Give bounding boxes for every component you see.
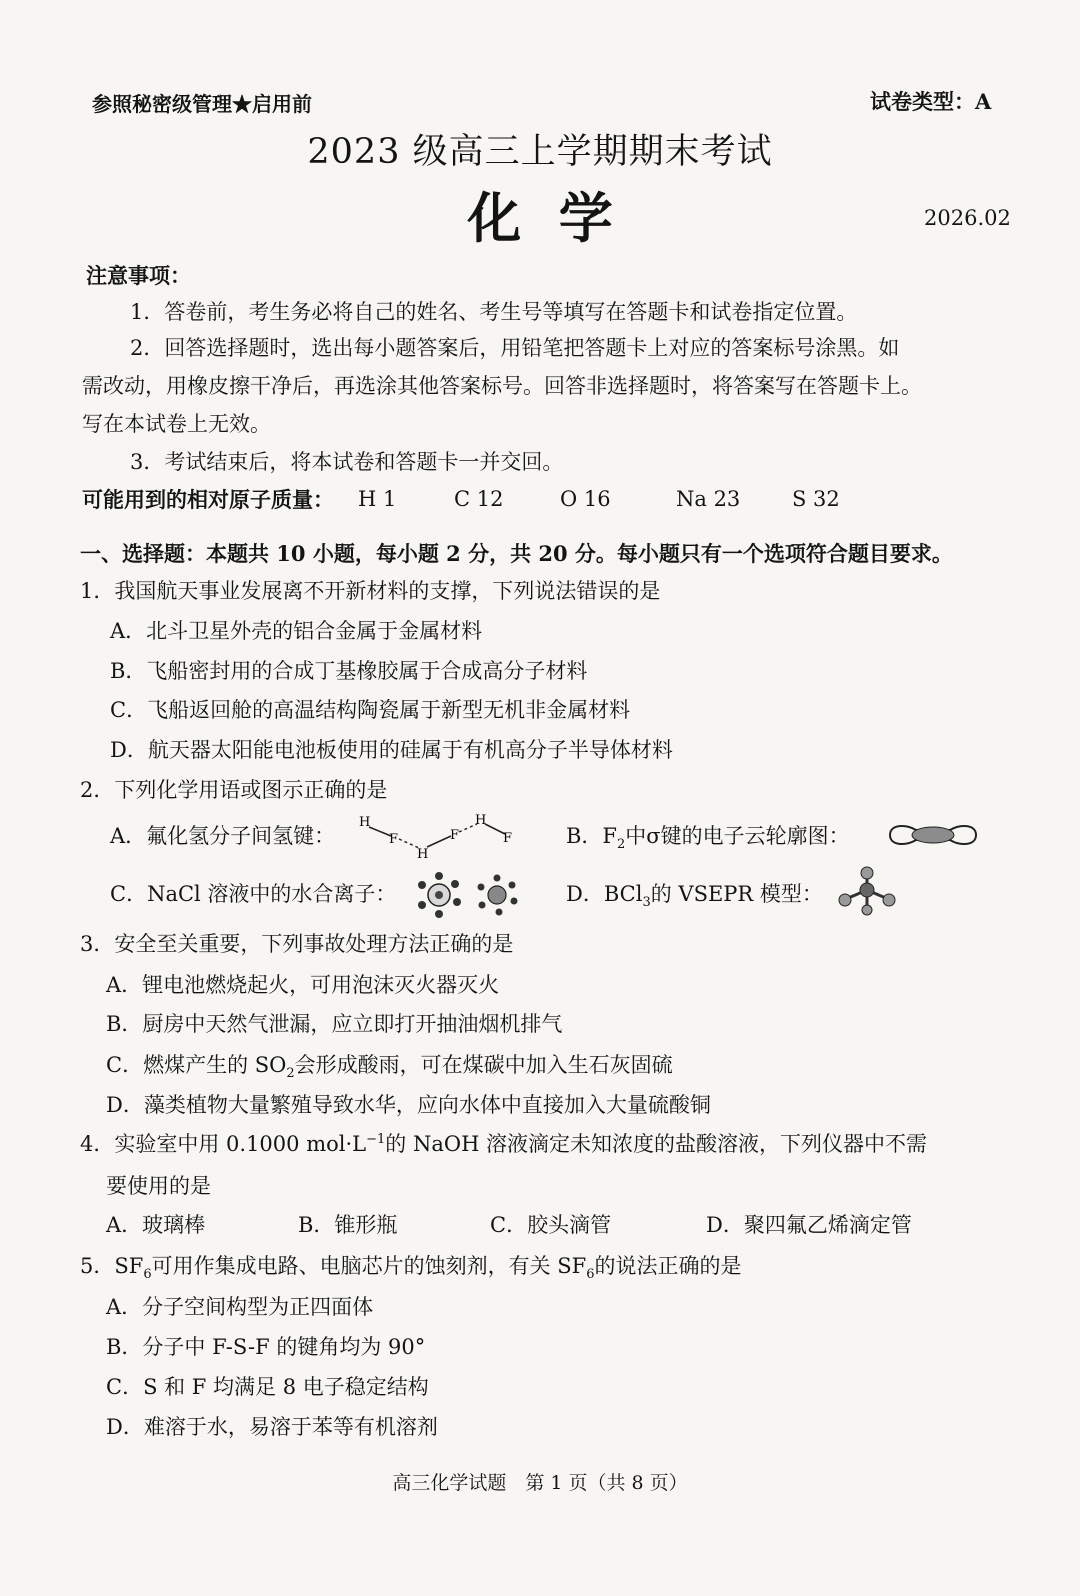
q4-stem	[80, 1134, 927, 1155]
atomic-mass-o: O 16	[560, 487, 611, 511]
q2-b-pre: B．F	[566, 824, 618, 848]
q5-option-a: A．分子空间构型为正四面体	[106, 1295, 374, 1319]
atomic-mass-h: H 1	[358, 487, 397, 511]
atom-h-3: H	[475, 813, 487, 828]
paper-type: 试卷类型：A	[870, 89, 992, 114]
q5-stem	[80, 1254, 742, 1283]
q5-stem-p3: 的说法正确的是	[594, 1254, 742, 1278]
q4-stem-pre: 4．实验室中用 0.1000 mol·L	[80, 1132, 367, 1156]
notice-item-3: 3．考试结束后，将本试卷和答题卡一并交回。	[130, 450, 564, 474]
atom-f-2: F	[450, 828, 460, 843]
vsepr-model-icon	[836, 866, 898, 916]
atomic-mass-na: Na 23	[676, 487, 741, 511]
section-1-title: 一、选择题：本题共 10 小题，每小题 2 分，共 20 分。每小题只有一个选项符合题目要求。	[80, 541, 953, 566]
exam-title: 2023 级高三上学期期末考试	[307, 132, 773, 172]
q2-option-c: C．NaCl 溶液中的水合离子：	[110, 882, 397, 906]
q5-stem-p1: 5．SF	[80, 1254, 144, 1278]
atomic-mass-label: 可能用到的相对原子质量：	[82, 487, 334, 512]
atomic-mass-s: S 32	[792, 487, 840, 511]
notice-item-1: 1．答卷前，考生务必将自己的姓名、考生号等填写在答题卡和试卷指定位置。	[130, 300, 858, 324]
subject-title: 化 学	[467, 186, 613, 250]
q2-option-b	[566, 824, 850, 853]
q2-d-pre: D．BCl	[566, 882, 643, 906]
hydrogen-bond-diagram	[355, 812, 525, 862]
q4-stem-line-2: 要使用的是	[106, 1174, 211, 1198]
q2-d-sub: 3	[642, 895, 651, 911]
q2-option-a: A．氟化氢分子间氢键：	[110, 824, 336, 848]
notice-item-2-line-1: 2．回答选择题时，选出每小题答案后，用铅笔把答题卡上对应的答案标号涂黑。如	[130, 336, 900, 360]
notice-title: 注意事项：	[86, 263, 191, 288]
q1-option-a: A．北斗卫星外壳的铝合金属于金属材料	[110, 619, 483, 643]
q1-stem: 1．我国航天事业发展离不开新材料的支撑，下列说法错误的是	[80, 579, 661, 603]
q1-option-d: D．航天器太阳能电池板使用的硅属于有机高分子半导体材料	[110, 738, 673, 762]
q4-stem-sup: −1	[366, 1132, 386, 1147]
q4-option-a: A．玻璃棒	[106, 1213, 206, 1237]
atomic-mass-c: C 12	[454, 487, 504, 511]
q5-stem-sub1: 6	[143, 1267, 152, 1283]
q3-stem: 3．安全至关重要，下列事故处理方法正确的是	[80, 932, 514, 956]
q3-option-c	[106, 1053, 673, 1082]
q3-option-a: A．锂电池燃烧起火，可用泡沫灭火器灭火	[106, 973, 500, 997]
atom-h-2: H	[417, 847, 429, 862]
atom-f-3: F	[503, 831, 513, 846]
q2-b-sub: 2	[617, 837, 626, 853]
q5-option-d: D．难溶于水，易溶于苯等有机溶剂	[106, 1415, 438, 1439]
q5-stem-p2: 可用作集成电路、电脑芯片的蚀刻剂，有关 SF	[151, 1254, 587, 1278]
hydrated-ions-diagram	[412, 870, 528, 920]
q4-option-b: B．锥形瓶	[298, 1213, 398, 1237]
atom-f-1: F	[389, 832, 399, 847]
q4-option-c: C．胶头滴管	[490, 1213, 612, 1237]
sigma-bond-electron-cloud-icon	[886, 820, 980, 850]
q4-option-d: D．聚四氟乙烯滴定管	[706, 1213, 912, 1237]
q3-option-b: B．厨房中天然气泄漏，应立即打开抽油烟机排气	[106, 1012, 563, 1036]
q3-c-sub: 2	[286, 1066, 295, 1082]
atom-h-1: H	[359, 815, 371, 830]
q3-option-d: D．藻类植物大量繁殖导致水华，应向水体中直接加入大量硫酸铜	[106, 1093, 711, 1117]
q1-option-b: B．飞船密封用的合成丁基橡胶属于合成高分子材料	[110, 659, 588, 683]
q3-c-post: 会形成酸雨，可在煤碳中加入生石灰固硫	[294, 1053, 673, 1077]
secrecy-label: 参照秘密级管理★启用前	[92, 92, 312, 116]
q5-option-b: B．分子中 F-S-F 的键角均为 90°	[106, 1335, 426, 1359]
notice-item-2-line-3: 写在本试卷上无效。	[82, 412, 271, 436]
q2-d-post: 的 VSEPR 模型：	[650, 882, 823, 906]
q3-c-pre: C．燃煤产生的 SO	[106, 1053, 287, 1077]
q2-b-post: 中σ键的电子云轮廓图：	[625, 824, 850, 848]
q4-stem-post: 的 NaOH 溶液滴定未知浓度的盐酸溶液，下列仪器中不需	[385, 1132, 928, 1156]
q5-option-c: C．S 和 F 均满足 8 电子稳定结构	[106, 1375, 429, 1399]
q1-option-c: C．飞船返回舱的高温结构陶瓷属于新型无机非金属材料	[110, 698, 631, 722]
notice-item-2-line-2: 需改动，用橡皮擦干净后，再选涂其他答案标号。回答非选择题时，将答案写在答题卡上。	[82, 374, 922, 398]
page-footer: 高三化学试题 第 1 页（共 8 页）	[392, 1472, 688, 1494]
q5-stem-sub2: 6	[586, 1267, 595, 1283]
q2-stem: 2．下列化学用语或图示正确的是	[80, 778, 388, 802]
q2-option-d	[566, 882, 823, 911]
exam-date: 2026.02	[924, 206, 1011, 230]
